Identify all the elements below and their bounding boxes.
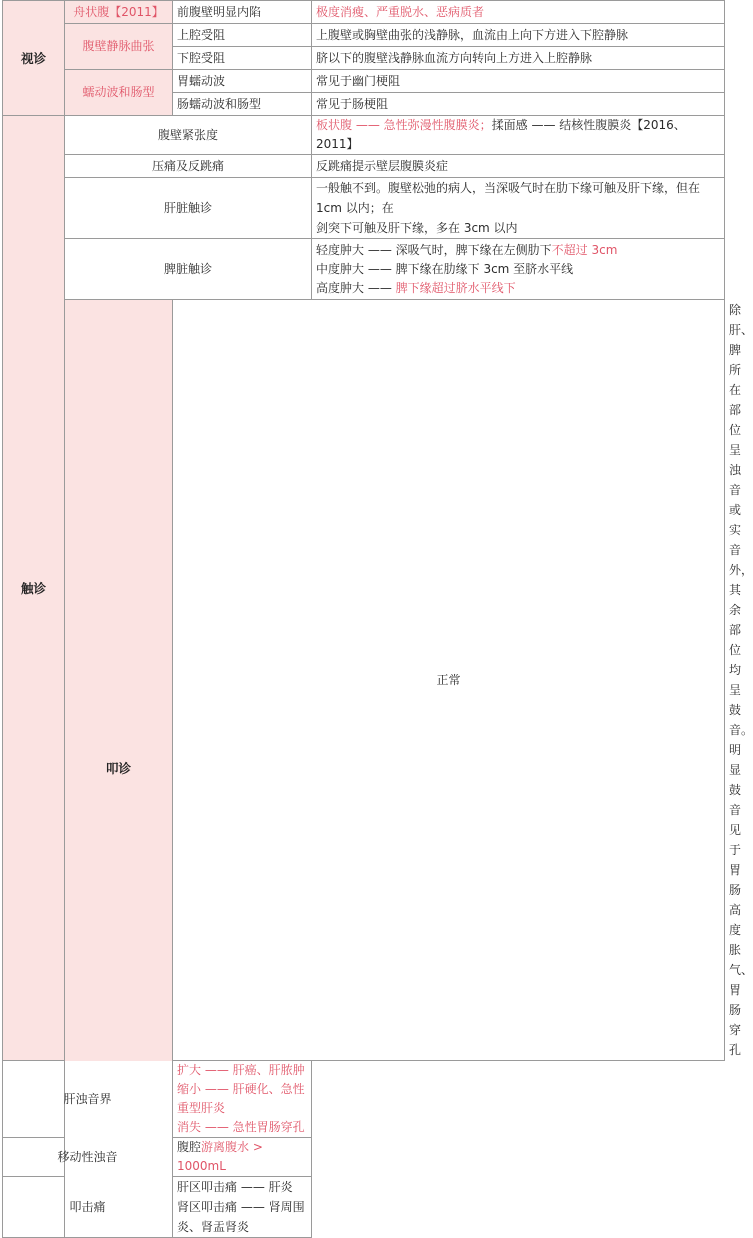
table-row bbox=[3, 178, 725, 239]
desc-highlight: 游离腹水 > 1000mL bbox=[177, 1140, 263, 1173]
row-desc bbox=[312, 116, 725, 155]
table-row bbox=[3, 239, 725, 300]
row-desc bbox=[312, 178, 725, 239]
desc-text: 轻度肿大 —— 深吸气时，脾下缘在左侧肋下 bbox=[316, 242, 552, 257]
row-desc bbox=[173, 1061, 312, 1138]
desc-text: 揉面感 —— 结核性腹膜炎【2016、2011】 bbox=[316, 118, 686, 151]
row-desc: 常见于肠梗阻 bbox=[312, 93, 725, 116]
table-row bbox=[3, 24, 725, 47]
row-sub: 肠蠕动波和肠型 bbox=[173, 93, 312, 116]
row-sub: 胃蠕动波 bbox=[173, 70, 312, 93]
table-row bbox=[3, 116, 725, 155]
table-row bbox=[3, 1, 725, 24]
row-sub: 前腹壁明显内陷 bbox=[173, 1, 312, 24]
desc-line: 剑突下可触及肝下缘，多在 3cm 以内 bbox=[316, 221, 518, 235]
row-label: 腹壁紧张度 bbox=[65, 116, 312, 155]
desc-line bbox=[316, 241, 720, 260]
desc-highlight: 脾下缘超过脐水平线下 bbox=[395, 280, 516, 295]
desc-line bbox=[316, 279, 720, 298]
row-desc: 常见于幽门梗阻 bbox=[312, 70, 725, 93]
row-desc: 脐以下的腹壁浅静脉血流方向转向上方进入上腔静脉 bbox=[312, 47, 725, 70]
section-shizhen: 视诊 bbox=[3, 1, 65, 116]
desc-line: 缩小 —— 肝硬化、急性重型肝炎 bbox=[177, 1082, 305, 1115]
desc-line: 一般触不到。腹壁松弛的病人，当深吸气时在肋下缘可触及肝下缘，但在 1cm 以内；在 bbox=[316, 181, 701, 215]
desc-text: 高度肿大 —— bbox=[316, 280, 396, 295]
row-label: 脾脏触诊 bbox=[65, 239, 312, 300]
exam-table bbox=[2, 0, 753, 1238]
desc-highlight: 不超过 3cm bbox=[551, 242, 618, 257]
desc-line: 肾区叩击痛 —— 肾周围炎、肾盂肾炎 bbox=[177, 1200, 305, 1234]
row-desc: 极度消瘦、严重脱水、恶病质者 bbox=[312, 1, 725, 24]
row-label: 肝浊音界 bbox=[3, 1061, 173, 1138]
row-label: 蠕动波和肠型 bbox=[65, 70, 173, 116]
desc-line: 肝区叩击痛 —— 肝炎 bbox=[177, 1180, 293, 1194]
row-sub: 下腔受阻 bbox=[173, 47, 312, 70]
table-row bbox=[3, 1138, 725, 1177]
row-label: 压痛及反跳痛 bbox=[65, 155, 312, 178]
row-desc bbox=[173, 1177, 312, 1238]
row-desc: 上腹壁或胸壁曲张的浅静脉，血流由上向下方进入下腔静脉 bbox=[312, 24, 725, 47]
section-chuzhen: 触诊 bbox=[3, 116, 65, 1061]
row-desc bbox=[173, 1138, 312, 1177]
table-row bbox=[3, 1177, 725, 1238]
row-desc: 反跳痛提示壁层腹膜炎症 bbox=[312, 155, 725, 178]
row-label: 舟状腹【2011】 bbox=[65, 1, 173, 24]
row-label: 叩击痛 bbox=[3, 1177, 173, 1238]
table-row bbox=[3, 1061, 725, 1138]
desc-line: 扩大 —— 肝癌、肝脓肿 bbox=[177, 1063, 305, 1077]
row-label: 移动性浊音 bbox=[3, 1138, 173, 1177]
row-sub: 上腔受阻 bbox=[173, 24, 312, 47]
desc-highlight: 板状腹 —— 急性弥漫性腹膜炎； bbox=[316, 118, 492, 132]
row-label: 正常 bbox=[173, 300, 725, 1061]
table-row bbox=[3, 70, 725, 93]
desc-text: 腹腔 bbox=[177, 1140, 202, 1154]
section-kouzhen: 叩诊 bbox=[65, 300, 173, 1238]
row-label: 腹壁静脉曲张 bbox=[65, 24, 173, 70]
desc-line: 消失 —— 急性胃肠穿孔 bbox=[177, 1120, 305, 1134]
row-label: 肝脏触诊 bbox=[65, 178, 312, 239]
desc-line: 中度肿大 —— 脾下缘在肋缘下 3cm 至脐水平线 bbox=[316, 261, 574, 276]
row-desc bbox=[312, 239, 725, 300]
table-row bbox=[3, 155, 725, 178]
table-row: 叩诊 正常 除肝、脾所在部位呈浊音或实音外，其余部位均呈鼓音。明显鼓音见于胃肠高度胀气、 胃肠穿孔 bbox=[3, 300, 725, 1061]
